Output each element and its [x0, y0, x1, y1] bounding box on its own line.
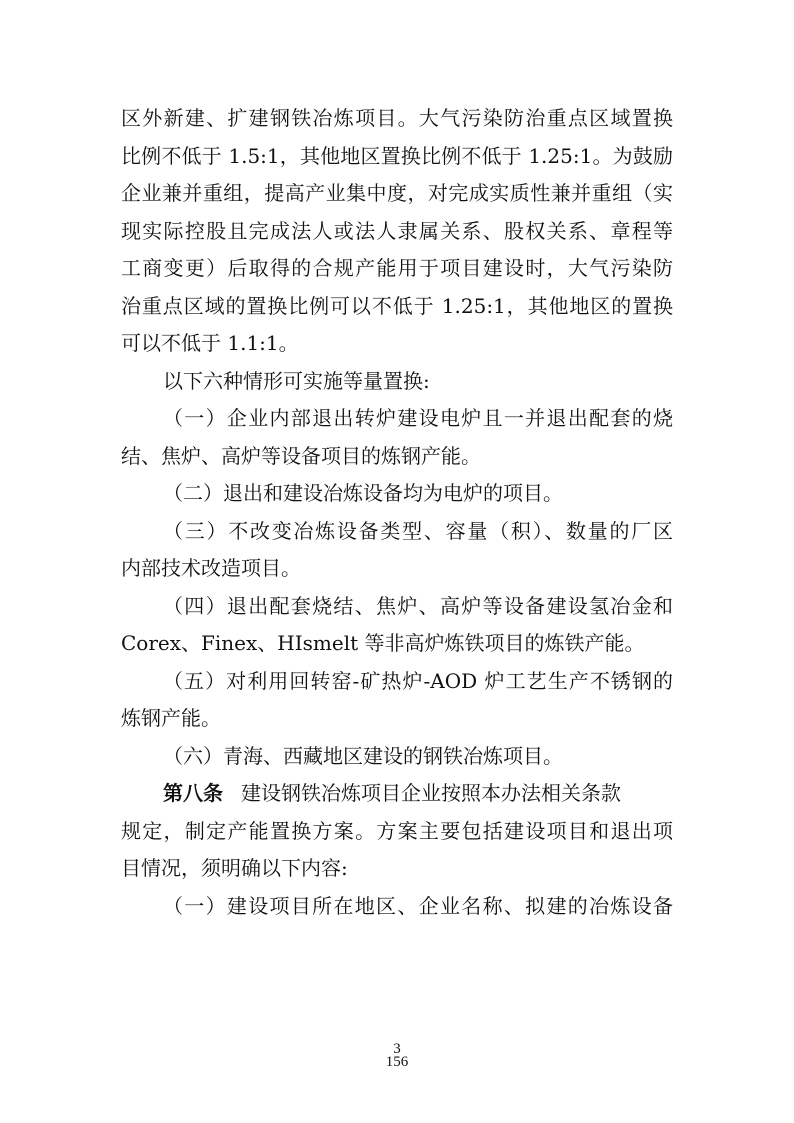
text-line: 目情况，须明确以下内容:: [121, 856, 348, 880]
article-heading: 第八条: [163, 781, 223, 805]
text-line: 炼钢产能。: [121, 706, 221, 730]
text-line: 治重点区域的置换比例可以不低于 1.25:1，其他地区的置换: [121, 293, 673, 318]
text-line: （三）不改变冶炼设备类型、容量（积）、数量的厂区: [163, 518, 673, 543]
text-line: 比例不低于 1.5:1，其他地区置换比例不低于 1.25:1。为鼓励: [121, 143, 673, 168]
text-line: 工商变更）后取得的合规产能用于项目建设时，大气污染防: [121, 256, 673, 280]
text-line: 规定，制定产能置换方案。方案主要包括建设项目和退出项: [121, 818, 673, 843]
text-line: 结、焦炉、高炉等设备项目的炼钢产能。: [121, 443, 481, 468]
text-line: 现实际控股且完成法人或法人隶属关系、股权关系、章程等: [121, 218, 673, 243]
text-line: （一）企业内部退出转炉建设电炉且一并退出配套的烧: [163, 406, 673, 430]
text-line: （四）退出配套烧结、焦炉、高炉等设备建设氢冶金和: [163, 593, 673, 618]
text-line: 以下六种情形可实施等量置换:: [163, 368, 430, 393]
text-line: Corex、Finex、HIsmelt 等非高炉炼铁项目的炼铁产能。: [121, 631, 645, 655]
text-line: （一）建设项目所在地区、企业名称、拟建的冶炼设备: [163, 893, 673, 918]
text-line: （六）青海、西藏地区建设的钢铁冶炼项目。: [163, 743, 563, 768]
text-line: （五）对利用回转窑-矿热炉-AOD 炉工艺生产不锈钢的: [163, 668, 673, 693]
text-line: （二）退出和建设冶炼设备均为电炉的项目。: [163, 481, 563, 505]
text-line: 可以不低于 1.1:1。: [121, 331, 299, 355]
text-line: 内部技术改造项目。: [121, 556, 301, 580]
article-text: 建设钢铁冶炼项目企业按照本办法相关条款: [241, 781, 621, 805]
document-body: [121, 100, 673, 925]
total-page-number: 156: [385, 1054, 409, 1070]
page-number: 3: [393, 1041, 401, 1057]
article-8-first-line: [121, 775, 673, 813]
text-line: 区外新建、扩建钢铁冶炼项目。大气污染防治重点区域置换: [121, 106, 673, 130]
text-line: 企业兼并重组，提高产业集中度，对完成实质性兼并重组（实: [121, 181, 673, 205]
